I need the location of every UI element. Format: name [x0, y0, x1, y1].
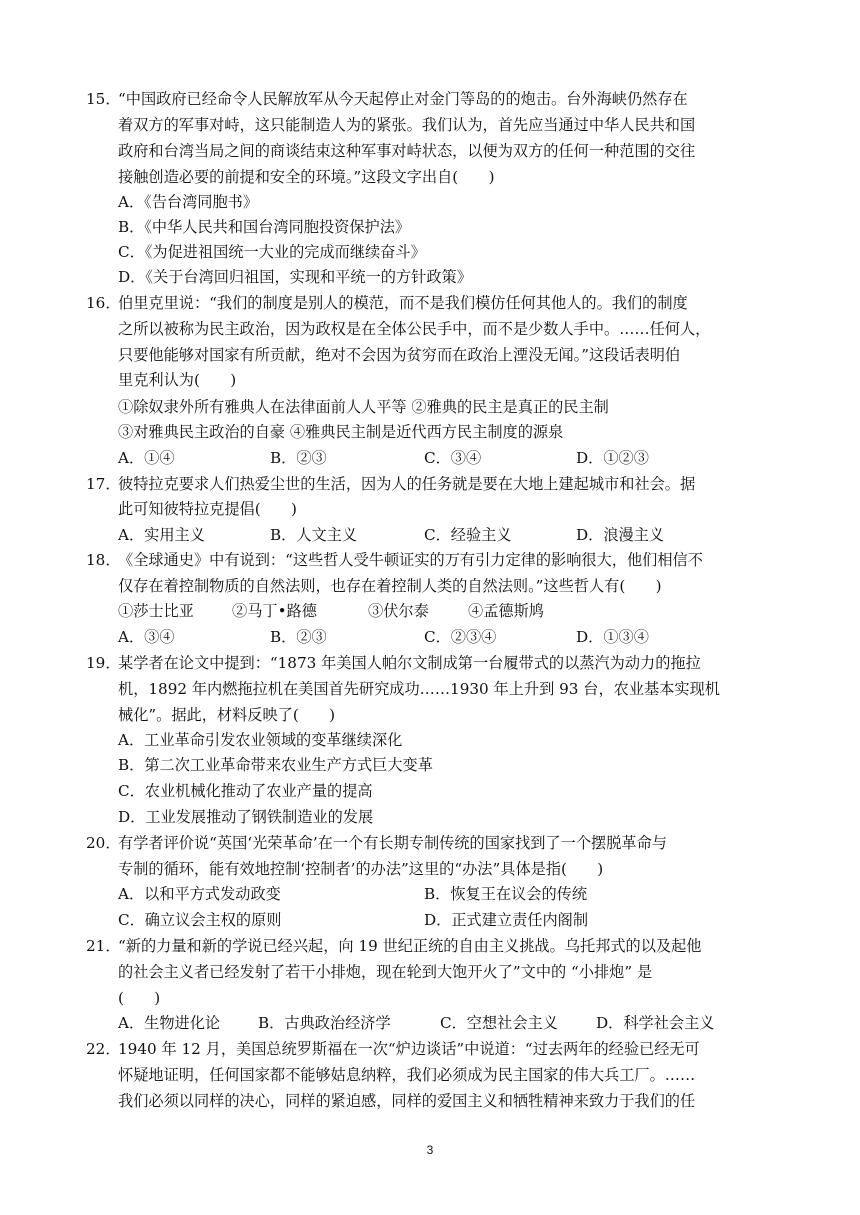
option-b[interactable]: B．第二次工业革命带来农业生产方式巨大变革: [118, 756, 433, 774]
question-text-line: ( ): [118, 989, 161, 1007]
options-row: [118, 624, 798, 650]
statement-line: ①除奴隶外所有雅典人在法律面前人人平等 ②雅典的民主是真正的民主制: [118, 398, 609, 416]
option-b[interactable]: B．人文主义: [270, 526, 358, 544]
option-d[interactable]: D．工业发展推动了钢铁制造业的发展: [118, 808, 374, 826]
question-text-line: 的社会主义者已经发射了若干小排炮，现在轮到大饱开火了”文中的 “小排炮” 是: [118, 963, 653, 981]
question-text-line: 1940 年 12 月，美国总统罗斯福在一次“炉边谈话”中说道：“过去两年的经验已经无可: [118, 1040, 700, 1058]
question-text-line: 接触创造必要的前提和安全的环境。”这段文字出自( ): [118, 168, 495, 186]
option-a[interactable]: A．实用主义: [118, 526, 205, 544]
question-text-line: 有学者评价说“英国‘光荣革命’在一个有长期专制传统的国家找到了一个摆脱革命与: [118, 834, 667, 852]
question-text-line: 彼特拉克要求人们热爱尘世的生活，因为人的任务就是要在大地上建起城市和社会。据: [118, 475, 696, 493]
options-row: [118, 522, 798, 548]
question-number: 17．: [86, 475, 121, 493]
option-d[interactable]: D．科学社会主义: [596, 1014, 715, 1032]
question-text-line: 《全球通史》中有说到：“这些哲人受牛顿证实的万有引力定律的影响很大，他们相信不: [118, 551, 703, 569]
option-a[interactable]: A．以和平方式发动政变: [118, 885, 281, 903]
question-number: 22．: [86, 1040, 121, 1058]
question-text-line: 只要他能够对国家有所贡献，绝对不会因为贫穷而在政治上湮没无闻。”这段话表明伯: [118, 346, 681, 364]
option-b[interactable]: B．古典政治经济学: [258, 1014, 391, 1032]
question-text-line: 之所以被称为民主政治，因为政权是在全体公民手中，而不是少数人手中。……任何人，: [118, 320, 711, 338]
choice-3: ③伏尔泰: [368, 602, 429, 620]
option-a[interactable]: A．《告台湾同胞书》: [118, 193, 259, 211]
question-text-line: 里克利认为( ): [118, 371, 237, 389]
question-number: 20．: [86, 834, 121, 852]
question-text-line: 政府和台湾当局之间的商谈结束这种军事对峙状态，以便为双方的任何一种范围的交往: [118, 142, 696, 160]
question-text-line: 怀疑地证明，任何国家都不能够姑息纳粹，我们必须成为民主国家的伟大兵工厂。……: [118, 1066, 696, 1084]
question-text-line: 我们必须以同样的决心，同样的紧迫感，同样的爱国主义和牺牲精神来致力于我们的任: [118, 1092, 696, 1110]
choice-2: ②马丁•路德: [232, 602, 317, 620]
options-row: [118, 881, 798, 907]
option-a[interactable]: A．③④: [118, 628, 175, 646]
question-number: 18．: [86, 551, 121, 569]
question-text-line: 伯里克里说：“我们的制度是别人的模范，而不是我们模仿任何其他人的。我们的制度: [118, 294, 688, 312]
question-text-line: “新的力量和新的学说已经兴起，向 19 世纪正统的自由主义挑战。乌托邦式的以及起他: [118, 937, 702, 955]
option-d[interactable]: D．浪漫主义: [576, 526, 665, 544]
option-c[interactable]: C．空想社会主义: [440, 1014, 558, 1032]
option-d[interactable]: D．《关于台湾回归祖国，实现和平统一的方针政策》: [118, 268, 472, 286]
option-b[interactable]: B．②③: [270, 628, 327, 646]
options-row: [118, 907, 798, 933]
option-c[interactable]: C．③④: [424, 449, 482, 467]
question-number: 15．: [86, 90, 121, 108]
option-d[interactable]: D．正式建立责任内阁制: [424, 911, 589, 929]
question-text-line: 机，1892 年内燃拖拉机在美国首先研究成功……1930 年上升到 93 台，农业基本实现机: [118, 680, 720, 698]
option-d[interactable]: D．①②③: [576, 449, 649, 467]
option-d[interactable]: D．①③④: [576, 628, 649, 646]
statement-line: ③对雅典民主政治的自豪 ④雅典民主制是近代西方民主制度的源泉: [118, 423, 564, 441]
option-b[interactable]: B．②③: [270, 449, 327, 467]
option-c[interactable]: C．农业机械化推动了农业产量的提高: [118, 782, 373, 800]
option-a[interactable]: A．①④: [118, 449, 175, 467]
option-a[interactable]: A．生物进化论: [118, 1014, 221, 1032]
question-text-line: 此可知彼特拉克提倡( ): [118, 500, 297, 518]
option-a[interactable]: A．工业革命引发农业领域的变革继续深化: [118, 731, 403, 749]
option-b[interactable]: B．恢复王在议会的传统: [424, 885, 588, 903]
option-c[interactable]: C．确立议会主权的原则: [118, 911, 282, 929]
options-row: [118, 445, 798, 471]
question-number: 16．: [86, 294, 121, 312]
question-text-line: 着双方的军事对峙，这只能制造人为的紧张。我们认为，首先应当通过中华人民共和国: [118, 116, 696, 134]
question-number: 19．: [86, 654, 121, 672]
options-row: [118, 1010, 798, 1036]
question-number: 21．: [86, 937, 121, 955]
option-c[interactable]: C．经验主义: [424, 526, 512, 544]
question-text-line: 某学者在论文中提到：“1873 年美国人帕尔文制成第一台履带式的以蒸汽为动力的拖拉: [118, 654, 701, 672]
option-c[interactable]: C．《为促进祖国统一大业的完成而继续奋斗》: [118, 243, 426, 261]
option-c[interactable]: C．②③④: [424, 628, 497, 646]
choice-4: ④孟德斯鸠: [468, 602, 544, 620]
question-text-line: 专制的循环，能有效地控制‘控制者’的办法”这里的“办法”具体是指( ): [118, 860, 604, 878]
page-number: 3: [426, 1143, 434, 1157]
question-text-line: 仅存在着控制物质的自然法则，也存在着控制人类的自然法则。”这些哲人有( ): [118, 577, 662, 595]
question-text-line: “中国政府已经命令人民解放军从今天起停止对金门等岛的的炮击。台外海峡仍然存在: [118, 90, 688, 108]
choice-1: ①莎士比亚: [118, 602, 194, 620]
option-b[interactable]: B．《中华人民共和国台湾同胞投资保护法》: [118, 218, 411, 236]
choices-row: [118, 598, 798, 624]
question-text-line: 械化”。据此，材料反映了( ): [118, 706, 336, 724]
